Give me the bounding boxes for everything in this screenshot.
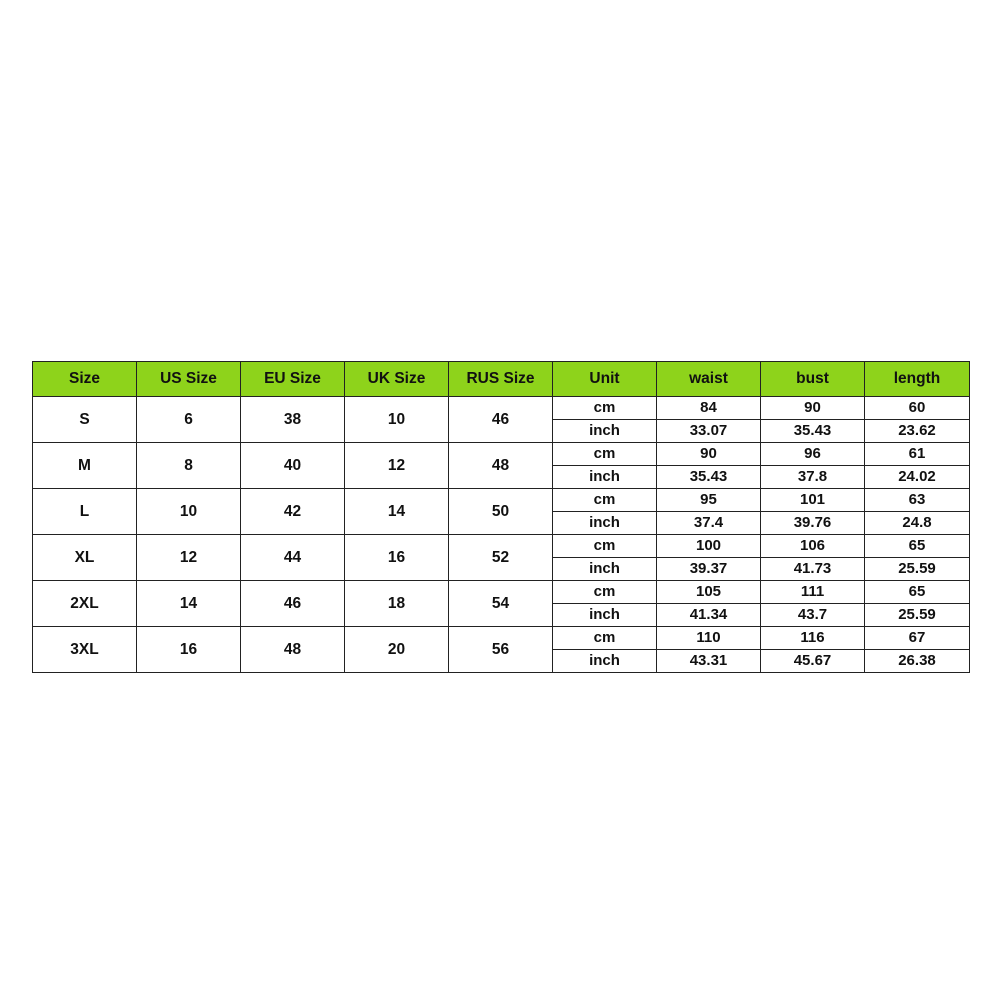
table-row: [33, 397, 970, 420]
size-cell: S: [33, 397, 137, 443]
unit-cell: inch: [553, 420, 657, 443]
waist-cell: 33.07: [657, 420, 761, 443]
length-cell: 26.38: [865, 650, 970, 673]
waist-cell: 39.37: [657, 558, 761, 581]
size-cell: 2XL: [33, 581, 137, 627]
uk-size-cell: 12: [345, 443, 449, 489]
bust-cell: 96: [761, 443, 865, 466]
uk-size-cell: 18: [345, 581, 449, 627]
table-row: [33, 443, 970, 466]
table-row: [33, 489, 970, 512]
unit-cell: inch: [553, 466, 657, 489]
eu-size-cell: 42: [241, 489, 345, 535]
length-cell: 24.8: [865, 512, 970, 535]
waist-cell: 110: [657, 627, 761, 650]
uk-size-cell: 20: [345, 627, 449, 673]
header-cell-bust: bust: [761, 362, 865, 397]
bust-cell: 106: [761, 535, 865, 558]
size-cell: M: [33, 443, 137, 489]
us-size-cell: 6: [137, 397, 241, 443]
header-cell-size: Size: [33, 362, 137, 397]
rus-size-cell: 52: [449, 535, 553, 581]
waist-cell: 95: [657, 489, 761, 512]
bust-cell: 35.43: [761, 420, 865, 443]
waist-cell: 84: [657, 397, 761, 420]
length-cell: 65: [865, 581, 970, 604]
table-row: [33, 627, 970, 650]
unit-cell: inch: [553, 604, 657, 627]
length-cell: 25.59: [865, 604, 970, 627]
waist-cell: 105: [657, 581, 761, 604]
length-cell: 60: [865, 397, 970, 420]
waist-cell: 41.34: [657, 604, 761, 627]
us-size-cell: 12: [137, 535, 241, 581]
length-cell: 65: [865, 535, 970, 558]
bust-cell: 101: [761, 489, 865, 512]
size-chart-table: [32, 361, 970, 673]
length-cell: 23.62: [865, 420, 970, 443]
uk-size-cell: 16: [345, 535, 449, 581]
us-size-cell: 8: [137, 443, 241, 489]
unit-cell: cm: [553, 489, 657, 512]
eu-size-cell: 48: [241, 627, 345, 673]
size-cell: 3XL: [33, 627, 137, 673]
waist-cell: 90: [657, 443, 761, 466]
rus-size-cell: 48: [449, 443, 553, 489]
eu-size-cell: 44: [241, 535, 345, 581]
bust-cell: 111: [761, 581, 865, 604]
header-row: [33, 362, 970, 397]
waist-cell: 37.4: [657, 512, 761, 535]
length-cell: 67: [865, 627, 970, 650]
table-row: [33, 581, 970, 604]
unit-cell: inch: [553, 650, 657, 673]
unit-cell: inch: [553, 512, 657, 535]
rus-size-cell: 46: [449, 397, 553, 443]
unit-cell: cm: [553, 535, 657, 558]
length-cell: 24.02: [865, 466, 970, 489]
bust-cell: 39.76: [761, 512, 865, 535]
us-size-cell: 10: [137, 489, 241, 535]
eu-size-cell: 46: [241, 581, 345, 627]
table-row: [33, 535, 970, 558]
header-cell-waist: waist: [657, 362, 761, 397]
header-cell-uk-size: UK Size: [345, 362, 449, 397]
us-size-cell: 14: [137, 581, 241, 627]
size-cell: XL: [33, 535, 137, 581]
header-cell-length: length: [865, 362, 970, 397]
rus-size-cell: 54: [449, 581, 553, 627]
bust-cell: 37.8: [761, 466, 865, 489]
unit-cell: cm: [553, 443, 657, 466]
header-cell-rus-size: RUS Size: [449, 362, 553, 397]
waist-cell: 43.31: [657, 650, 761, 673]
unit-cell: inch: [553, 558, 657, 581]
length-cell: 63: [865, 489, 970, 512]
bust-cell: 45.67: [761, 650, 865, 673]
rus-size-cell: 56: [449, 627, 553, 673]
waist-cell: 100: [657, 535, 761, 558]
unit-cell: cm: [553, 627, 657, 650]
unit-cell: cm: [553, 581, 657, 604]
bust-cell: 116: [761, 627, 865, 650]
bust-cell: 41.73: [761, 558, 865, 581]
header-cell-us-size: US Size: [137, 362, 241, 397]
size-cell: L: [33, 489, 137, 535]
bust-cell: 90: [761, 397, 865, 420]
rus-size-cell: 50: [449, 489, 553, 535]
us-size-cell: 16: [137, 627, 241, 673]
header-cell-unit: Unit: [553, 362, 657, 397]
uk-size-cell: 10: [345, 397, 449, 443]
length-cell: 25.59: [865, 558, 970, 581]
length-cell: 61: [865, 443, 970, 466]
eu-size-cell: 38: [241, 397, 345, 443]
bust-cell: 43.7: [761, 604, 865, 627]
uk-size-cell: 14: [345, 489, 449, 535]
eu-size-cell: 40: [241, 443, 345, 489]
header-cell-eu-size: EU Size: [241, 362, 345, 397]
waist-cell: 35.43: [657, 466, 761, 489]
unit-cell: cm: [553, 397, 657, 420]
